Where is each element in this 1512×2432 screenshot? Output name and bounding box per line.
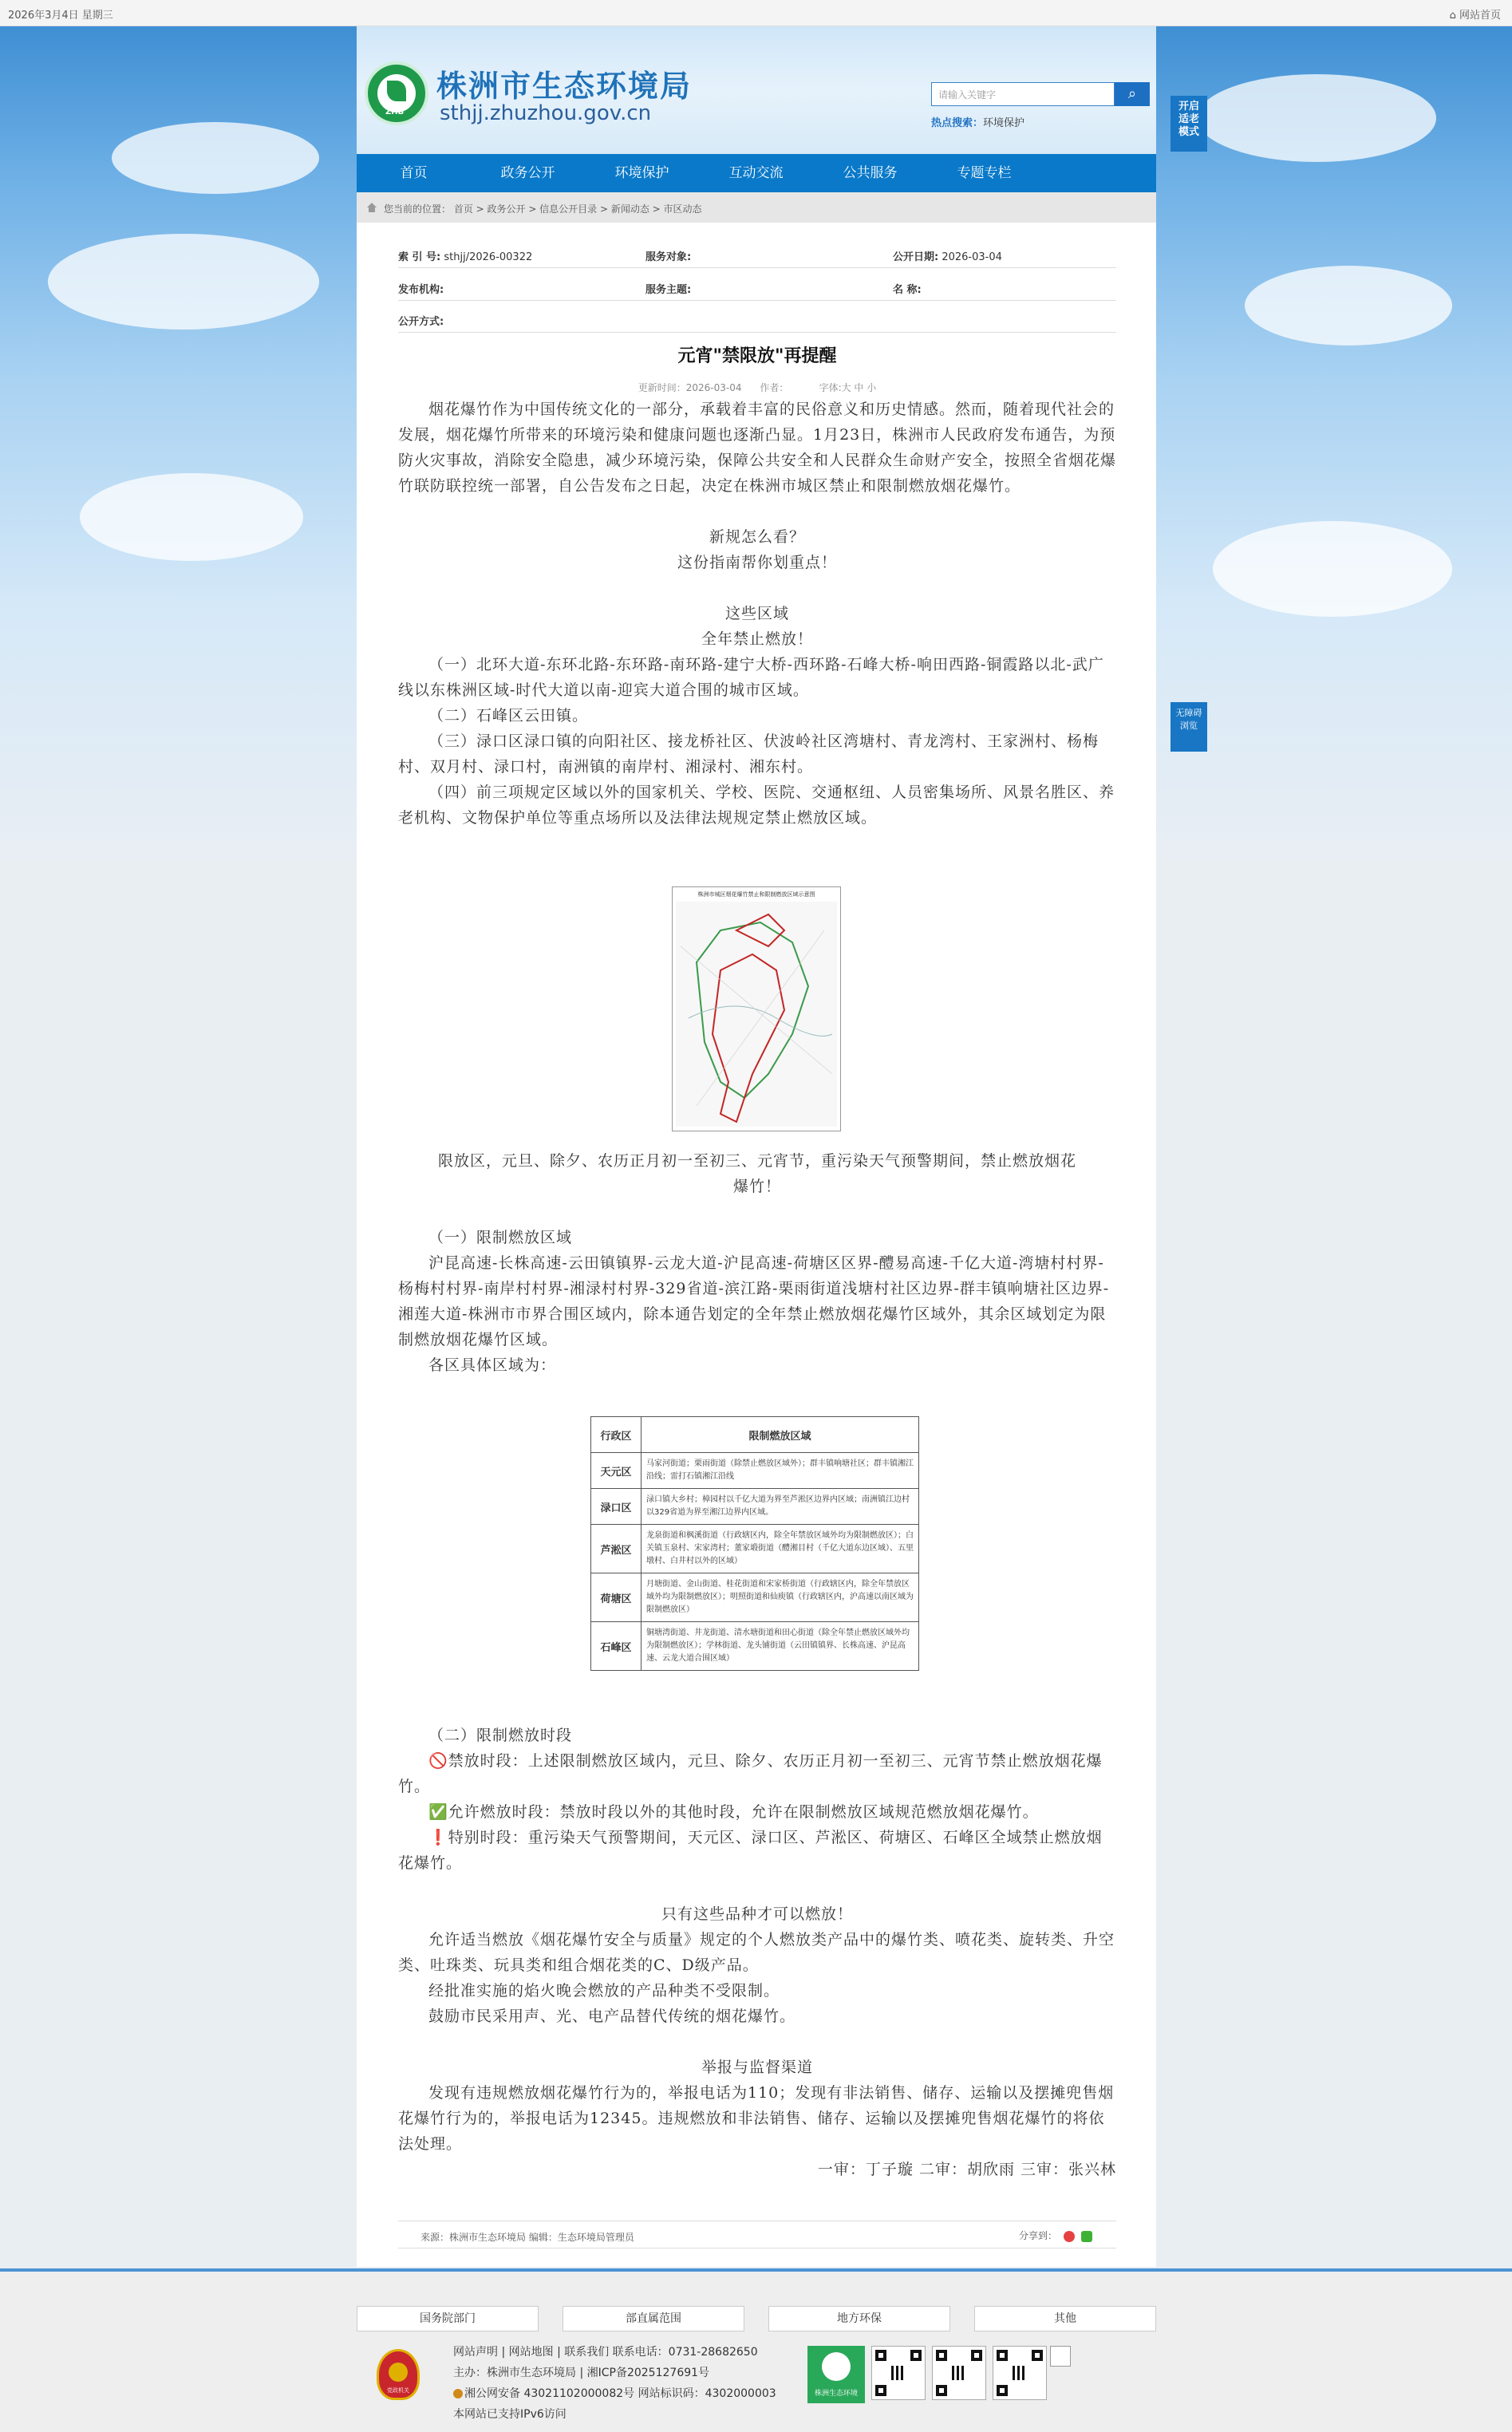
footer-select-local[interactable]: 地方环保 — [768, 2306, 950, 2331]
article-body-3 — [398, 1723, 1116, 2182]
footer-host: 主办：株洲市生态环境局 | 湘ICP备2025127691号 — [453, 2367, 710, 2379]
heading-new-rules: 新规怎么看？ — [709, 528, 805, 546]
footer-select-state-council[interactable]: 国务院部门 — [357, 2306, 539, 2331]
variety-3: 鼓励市民采用声、光、电产品替代传统的烟花爆竹。 — [428, 2008, 796, 2025]
article-subinfo: 更新时间：2026-03-04 作者： 字体:大 中 小 — [638, 382, 877, 393]
table-header-area: 限制燃放区域 — [642, 1417, 919, 1453]
table-row: 荷塘区 月塘街道、金山街道、桂花街道和宋家桥街道（行政辖区内，除全年禁放区域外均为限制燃放区）；明照街道和仙庾镇（行政辖区内，沪高速以南区域为限制燃放区） — [591, 1573, 919, 1622]
heading-ban-all-year: 全年禁止燃放！ — [701, 630, 813, 648]
article-body-2 — [398, 1148, 1116, 1378]
nav-special-topics[interactable]: 专题专栏 — [957, 165, 1012, 181]
nav-environment[interactable]: 环境保护 — [614, 165, 669, 181]
police-icon — [453, 2389, 463, 2398]
footer-police: 湘公网安备 43021102000082号 网站标识码：4302000003 — [453, 2383, 776, 2404]
variety-2: 经批准实施的焰火晚会燃放的产品种类不受限制。 — [428, 1982, 780, 2000]
site-logo[interactable]: ZHB — [365, 61, 428, 125]
district-intro: 各区具体区域为： — [428, 1356, 557, 1374]
footer-select-other[interactable]: 其他 — [974, 2306, 1156, 2331]
table-row: 芦淞区 龙泉街道和枫溪街道（行政辖区内，除全年禁放区域外均为限制燃放区）；白关镇玉泉村、宋家湾村；董家塅街道（醴湘目村（千亿大道东边区域）、五里墩村、白井村以外的区域） — [591, 1525, 919, 1573]
zone-map-graphic — [673, 898, 840, 1130]
home-icon: ⌂ — [1449, 10, 1456, 22]
heading-areas: 这些区域 — [724, 605, 789, 622]
feedback-icon[interactable] — [1050, 2346, 1071, 2367]
zone-3: （三）渌口区渌口镇的向阳社区、接龙桥社区、伏波岭社区湾塘村、青龙湾村、王家洲村、杨梅村、双月村、渌口村，南洲镇的南岸村、湘渌村、湘东村。 — [398, 732, 1099, 776]
meta-theme: 服务主题: — [645, 284, 692, 296]
heading-varieties: 只有这些品种才可以燃放！ — [661, 1905, 853, 1923]
search-input[interactable]: 请输入关键字 — [931, 82, 1115, 106]
zone-map-image — [672, 886, 841, 1131]
heading-limit-area: （一）限制燃放区域 — [428, 1229, 573, 1246]
district-table — [590, 1416, 919, 1671]
map-title: 株洲市城区烟花爆竹禁止和限制燃放区域示意图 — [697, 891, 815, 898]
table-row: 天元区 马家河街道；栗雨街道（除禁止燃放区域外）；群丰镇响塘社区；群丰镇湘江沿线；雷打石镇湘江沿线 — [591, 1453, 919, 1489]
breadcrumb — [357, 192, 1156, 223]
article-title: 元宵"禁限放"再提醒 — [677, 346, 837, 366]
home-icon — [366, 202, 377, 213]
footer-info — [453, 2342, 776, 2425]
table-row: 石峰区 铜塘湾街道、井龙街道、清水塘街道和田心街道（除全年禁止燃放区域外均为限制燃放区）；学林街道、龙头铺街道（云田镇镇界、长株高速、沪昆高速、云龙大道合围区域） — [591, 1622, 919, 1671]
meta-service-object: 服务对象: — [645, 251, 692, 263]
heading-guide: 这份指南帮你划重点！ — [677, 554, 837, 571]
footer-select-ministry[interactable]: 部直属范围 — [563, 2306, 744, 2331]
time-special: ❗特别时段：重污染天气预警期间，天元区、渌口区、芦淞区、荷塘区、石峰区全域禁止燃放烟花爆竹。 — [398, 1829, 1103, 1872]
footer-ipv6: 本网站已支持IPv6访问 — [453, 2408, 567, 2421]
meta-org: 发布机构: — [398, 284, 444, 296]
elder-mode-button[interactable]: 开启适老模式 — [1171, 96, 1207, 152]
wechat-share-icon[interactable] — [1081, 2231, 1092, 2242]
site-home-label: 网站首页 — [1459, 10, 1501, 22]
time-ban: 🚫禁放时段：上述限制燃放区域内，元旦、除夕、农历正月初一至初三、元宵节禁止燃放烟花爆竹。 — [398, 1752, 1103, 1795]
article-source: 来源：株洲市生态环境局 编辑：生态环境局管理员 — [420, 2232, 634, 2243]
meta-mode: 公开方式: — [398, 316, 444, 328]
zhb-logo: 株洲生态环境 — [807, 2346, 865, 2403]
top-bar — [0, 0, 1512, 26]
heading-report: 举报与监督渠道 — [701, 2059, 813, 2076]
accessibility-button[interactable]: 无障碍浏览 — [1171, 702, 1207, 752]
zone-1: （一）北环大道-东环北路-东环路-南环路-建宁大桥-西环路-石峰大桥-响田西路-铜霞路以北-武广线以东株洲区域-时代大道以南-迎宾大道合围的城市区域。 — [398, 656, 1104, 699]
site-url: sthjj.zhuzhou.gov.cn — [440, 101, 652, 125]
report-text: 发现有违规燃放烟花爆竹行为的，举报电话为110；发现有非法销售、储存、运输以及摆摊兜售烟花爆竹行为的，举报电话为12345。违规燃放和非法销售、储存、运输以及摆摊兜售烟花爆竹的将依法处理。 — [398, 2084, 1115, 2153]
search-icon: ⌕ — [1127, 85, 1137, 102]
nav-interaction[interactable]: 互动交流 — [728, 165, 784, 181]
nav-gov-affairs[interactable]: 政务公开 — [500, 165, 555, 181]
footer-links[interactable]: 网站声明 | 网站地图 | 联系我们 联系电话：0731-28682650 — [453, 2346, 758, 2359]
article-body-1 — [398, 397, 1116, 831]
party-gov-badge[interactable]: 党政机关 — [377, 2349, 420, 2400]
limit-note: 限放区，元旦、除夕、农历正月初一至初三、元宵节，重污染天气预警期间，禁止燃放烟花爆竹！ — [438, 1152, 1077, 1195]
qr-code-icon — [871, 2346, 926, 2400]
review-line: 一审：丁子璇 二审：胡欣雨 三审：张兴林 — [817, 2161, 1116, 2178]
main-column — [357, 26, 1156, 2267]
share-bar: 分享到： — [1019, 2229, 1092, 2242]
hot-search: 热点搜索：环境保护 — [931, 117, 1025, 129]
meta-publish-date: 公开日期: 2026-03-04 — [893, 251, 1002, 263]
hot-search-link[interactable]: 环境保护 — [983, 117, 1025, 129]
weibo-share-icon[interactable] — [1064, 2231, 1075, 2242]
heading-limit-time: （二）限制燃放时段 — [428, 1727, 573, 1744]
site-name: 株洲市生态环境局 — [436, 69, 693, 104]
search-button[interactable] — [1115, 82, 1150, 106]
zone-2: （二）石峰区云田镇。 — [428, 707, 589, 724]
para-intro: 烟花爆竹作为中国传统文化的一部分，承载着丰富的民俗意义和历史情感。然而，随着现代社会的发展，烟花爆竹所带来的环境污染和健康问题也逐渐凸显。1月23日，株洲市人民政府发布通告，为预防火灾事故，消除安全隐患，减少环境污染，保障公共安全和人民群众生命财产安全，按照全省烟花爆竹联防联控统一部署，自公告发布之日起，决定在株洲市城区禁止和限制燃放烟花爆竹。 — [398, 401, 1117, 495]
font-size-switch[interactable]: 字体:大 中 小 — [819, 382, 877, 393]
nav-home[interactable]: 首页 — [400, 165, 428, 181]
table-header-district: 行政区 — [591, 1417, 642, 1453]
meta-name: 名 称: — [893, 284, 922, 296]
qr-code-icon — [932, 2346, 986, 2400]
site-header — [357, 26, 1156, 154]
article-content — [357, 223, 1156, 2267]
breadcrumb-text[interactable]: 您当前的位置： 首页 > 政务公开 > 信息公开目录 > 新闻动态 > 市区动态 — [384, 203, 702, 215]
zone-4: （四）前三项规定区域以外的国家机关、学校、医院、交通枢纽、人员密集场所、风景名胜区、养老机构、文物保护单位等重点场所以及法律法规规定禁止燃放区域。 — [398, 784, 1115, 827]
qr-code-icon — [993, 2346, 1047, 2400]
site-home-link[interactable] — [1450, 6, 1501, 22]
current-date: 2026年3月4日 星期三 — [8, 10, 113, 22]
variety-1: 允许适当燃放《烟花爆竹安全与质量》规定的个人燃放类产品中的爆竹类、喷花类、旋转类、升空类、吐珠类、玩具类和组合烟花类的C、D级产品。 — [398, 1931, 1115, 1974]
table-row: 渌口区 渌口镇大乡村；樟园村以千亿大道为界至芦淞区边界内区域；南洲镇江边村以329省道为界至湘江边界内区域。 — [591, 1489, 919, 1525]
main-nav — [357, 154, 1156, 192]
time-allow: ✅允许燃放时段：禁放时段以外的其他时段，允许在限制燃放区域规范燃放烟花爆竹。 — [428, 1803, 1039, 1821]
nav-public-service[interactable]: 公共服务 — [843, 165, 898, 181]
limit-area-text: 沪昆高速-长株高速-云田镇镇界-云龙大道-沪昆高速-荷塘区区界-醴易高速-千亿大道-湾塘村村界-杨梅村村界-南岸村村界-湘渌村村界-329省道-滨江路-栗雨街道浅塘村社区边界-群丰镇响塘社区边界-湘莲大道-株洲市市界合围区域内，除本通告划定的全年禁止燃放烟花爆竹区域外，其余区域划定为限制燃放烟花爆竹区域。 — [398, 1254, 1110, 1348]
meta-index: 索 引 号: sthjj/2026-00322 — [398, 251, 533, 263]
